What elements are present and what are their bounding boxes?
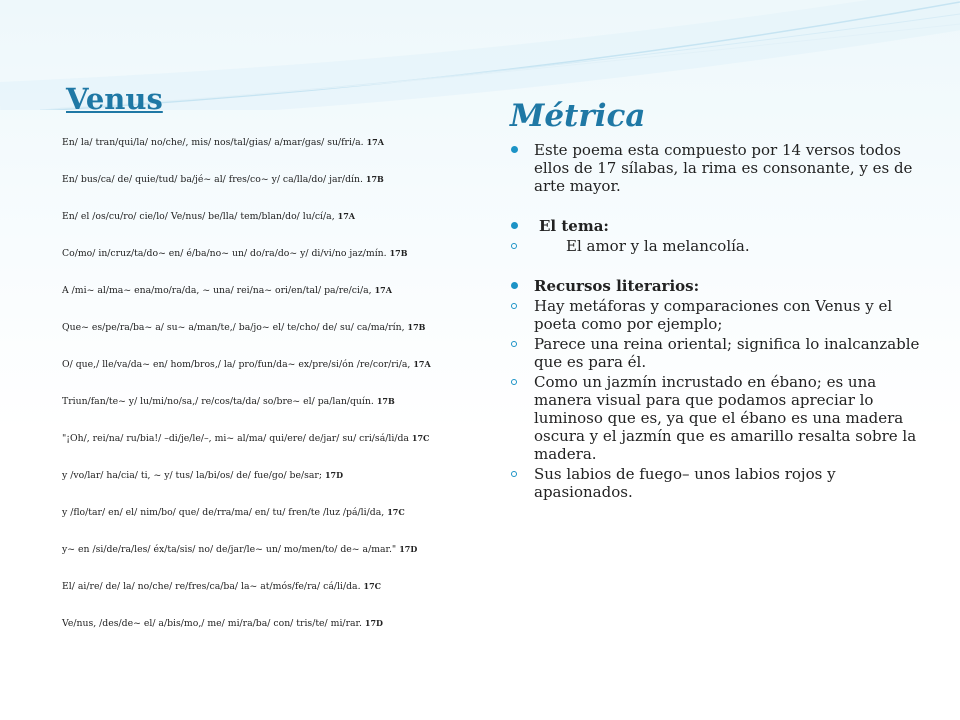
poem-verse — [62, 173, 472, 186]
recurso-text: Parece una reina oriental; significa lo inalcanzable que es para él. — [534, 335, 920, 371]
verse-text: Triun/fan/te~ y/ lu/mi/no/sa,/ re/cos/ta/da/ so/bre~ el/ pa/lan/quín. — [62, 396, 374, 407]
poem-verse — [62, 543, 472, 556]
rhyme-tag: 17D — [399, 544, 418, 554]
tema-label: El tema: — [539, 217, 609, 235]
rhyme-tag: 17A — [374, 285, 392, 295]
metrica-content — [506, 141, 926, 503]
recurso-item — [506, 373, 926, 463]
intro-item — [506, 141, 926, 195]
recurso-text: Hay metáforas y comparaciones con Venus y el poeta como por ejemplo; — [534, 297, 893, 333]
verse-text: En/ el /os/cu/ro/ cie/lo/ Ve/nus/ be/lla/ tem/blan/do/ lu/cí/a, — [62, 211, 335, 222]
bullet-dot-icon — [511, 222, 518, 229]
rhyme-tag: 17C — [363, 581, 382, 591]
verse-text: El/ ai/re/ de/ la/ no/che/ re/fres/ca/ba/ la~ at/mós/fe/ra/ cá/li/da. — [62, 581, 361, 592]
verse-text: y~ en /si/de/ra/les/ éx/ta/sis/ no/ de/jar/le~ un/ mo/men/to/ de~ a/mar." — [62, 544, 397, 555]
poem-verse — [62, 210, 472, 223]
verse-text: Co/mo/ in/cruz/ta/do~ en/ é/ba/no~ un/ do/ra/do~ y/ di/vi/no jaz/mín. — [62, 248, 387, 259]
recurso-item — [506, 297, 926, 333]
intro-text: Este poema esta compuesto por 14 versos todos ellos de 17 sílabas, la rima es consonante, y es de arte mayor. — [534, 141, 913, 195]
tema-text: El amor y la melancolía. — [566, 237, 750, 255]
poem-verse — [62, 358, 472, 371]
poem-verse — [62, 432, 472, 445]
bullet-dot-icon — [511, 146, 518, 153]
verse-text: En/ la/ tran/qui/la/ no/che/, mis/ nos/tal/gias/ a/mar/gas/ su/fri/a. — [62, 137, 364, 148]
poem-verse — [62, 395, 472, 408]
poem-title: Venus — [66, 82, 163, 116]
recursos-list — [506, 297, 926, 501]
recurso-text: Como un jazmín incrustado en ébano; es una manera visual para que podamos apreciar lo luminoso que es, ya que el ébano es una madera oscura y el jazmín que es amarillo resalta sobre la madera. — [534, 373, 917, 463]
metrica-heading: Métrica — [510, 98, 646, 134]
poem-verse — [62, 321, 472, 334]
verse-text: "¡Oh/, rei/na/ ru/bia!/ –di/je/le/–, mi~ al/ma/ qui/ere/ de/jar/ su/ cri/sá/li/da — [62, 433, 409, 444]
poem-verse — [62, 136, 472, 149]
rhyme-tag: 17A — [366, 137, 384, 147]
verse-text: En/ bus/ca/ de/ quie/tud/ ba/jé~ al/ fres/co~ y/ ca/lla/do/ jar/dín. — [62, 174, 363, 185]
bullet-ring-icon — [511, 341, 517, 347]
rhyme-tag: 17B — [407, 322, 426, 332]
poem-verse — [62, 580, 472, 593]
verse-text: Ve/nus, /des/de~ el/ a/bis/mo,/ me/ mi/ra/ba/ con/ tris/te/ mi/rar. — [62, 618, 362, 629]
bullet-ring-icon — [511, 471, 517, 477]
rhyme-tag: 17A — [337, 211, 355, 221]
rhyme-tag: 17D — [324, 470, 344, 480]
poem-verse — [62, 469, 472, 482]
tema-heading-item — [506, 217, 926, 235]
bullet-dot-icon — [511, 282, 518, 289]
rhyme-tag: 17B — [365, 174, 384, 184]
recurso-item — [506, 335, 926, 371]
verse-text: A /mi~ al/ma~ ena/mo/ra/da, ~ una/ rei/na~ ori/en/tal/ pa/re/ci/a, — [62, 285, 372, 296]
recursos-heading-item — [506, 277, 926, 295]
recurso-item — [506, 465, 926, 501]
poem-verse — [62, 506, 472, 519]
bullet-ring-icon — [511, 303, 517, 309]
rhyme-tag: 17C — [387, 507, 405, 517]
verse-text: O/ que,/ lle/va/da~ en/ hom/bros,/ la/ pro/fun/da~ ex/pre/si/ón /re/cor/ri/a, — [62, 359, 411, 370]
poem-verses — [62, 136, 472, 654]
verse-text: y /vo/lar/ ha/cia/ ti, ~ y/ tus/ la/bi/os/ de/ fue/go/ be/sar; — [62, 470, 323, 481]
recursos-label: Recursos literarios: — [534, 277, 700, 295]
bullet-ring-icon — [511, 243, 517, 249]
verse-text: Que~ es/pe/ra/ba~ a/ su~ a/man/te,/ ba/jo~ el/ te/cho/ de/ su/ ca/ma/rín, — [62, 322, 405, 333]
poem-verse — [62, 617, 472, 630]
poem-verse — [62, 247, 472, 260]
tema-item — [506, 237, 926, 255]
poem-verse — [62, 284, 472, 297]
recurso-text: Sus labios de fuego– unos labios rojos y apasionados. — [534, 465, 836, 501]
rhyme-tag: 17B — [389, 248, 408, 258]
rhyme-tag: 17B — [376, 396, 395, 406]
bullet-ring-icon — [511, 379, 517, 385]
rhyme-tag: 17A — [413, 359, 431, 369]
verse-text: y /flo/tar/ en/ el/ nim/bo/ que/ de/rra/ma/ en/ tu/ fren/te /luz /pá/li/da, — [62, 507, 385, 518]
rhyme-tag: 17C — [411, 433, 430, 443]
rhyme-tag: 17D — [364, 618, 383, 628]
